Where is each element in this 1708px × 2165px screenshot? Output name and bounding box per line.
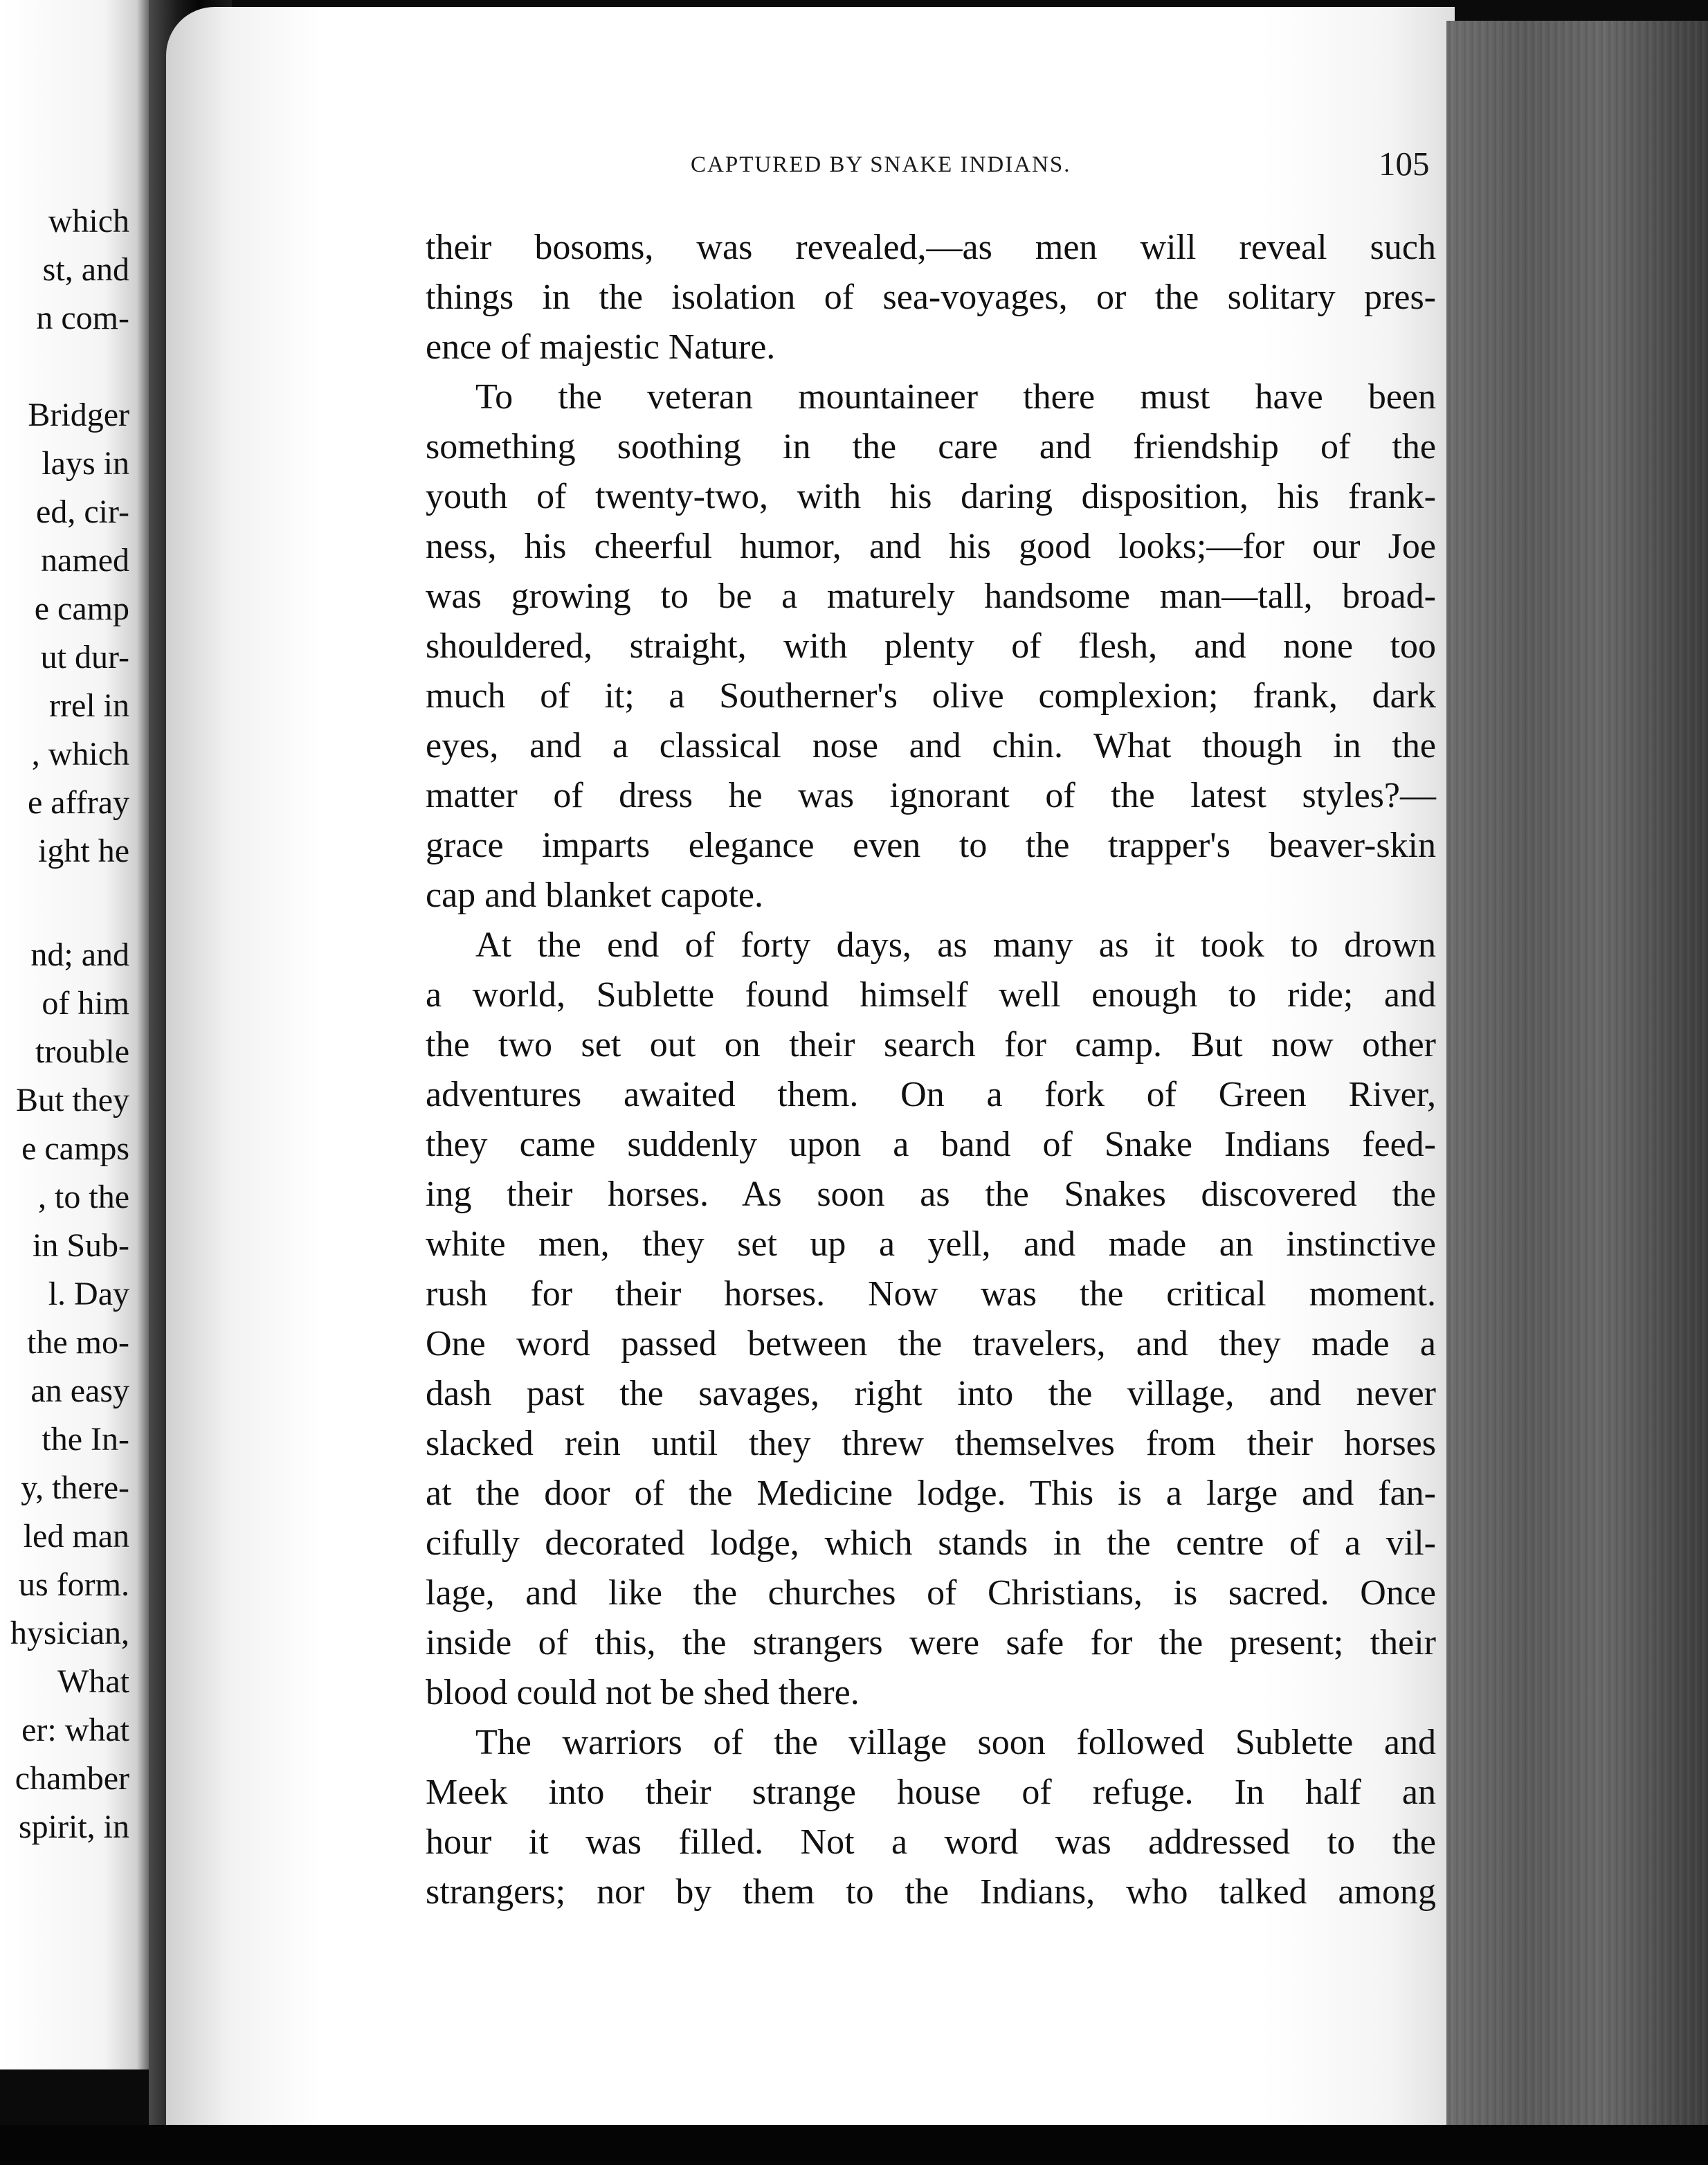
facing-page-line: What <box>57 1663 129 1700</box>
text-line: grace imparts elegance even to the trapper's beaver-skin <box>426 826 1436 865</box>
text-line: cap and blanket capote. <box>426 876 763 915</box>
book-fore-edge <box>1446 21 1708 2139</box>
facing-page-line: trouble <box>35 1033 129 1070</box>
text-line: adventures awaited them. On a fork of Green River, <box>426 1075 1436 1114</box>
text-line: One word passed between the travelers, and they made a <box>426 1324 1436 1364</box>
facing-page-line: in Sub- <box>32 1227 129 1264</box>
facing-page-line: chamber <box>15 1760 129 1797</box>
text-line: white men, they set up a yell, and made an instinctive <box>426 1224 1436 1264</box>
text-line: much of it; a Southerner's olive complexion; frank, dark <box>426 676 1436 716</box>
text-line: ing their horses. As soon as the Snakes discovered the <box>426 1175 1436 1214</box>
bottom-shadow <box>0 2125 1708 2165</box>
facing-page-line: , to the <box>38 1179 129 1215</box>
text-line: was growing to be a maturely handsome man—tall, broad- <box>426 577 1436 616</box>
text-line: shouldered, straight, with plenty of flesh, and none too <box>426 626 1436 666</box>
text-line: ness, his cheerful humor, and his good looks;—for our Joe <box>426 527 1436 566</box>
facing-page-line: l. Day <box>48 1276 129 1312</box>
paragraph-start-line: To the veteran mountaineer there must have been <box>475 377 1436 417</box>
facing-page-line: , which <box>31 736 129 772</box>
facing-page-line: hysician, <box>10 1615 129 1651</box>
text-line: the two set out on their search for camp. But now other <box>426 1025 1436 1065</box>
text-line: inside of this, the strangers were safe for the present; their <box>426 1623 1436 1663</box>
facing-page-line: us form. <box>19 1566 129 1603</box>
body-text <box>426 223 1436 1917</box>
facing-page-line: st, and <box>42 251 129 288</box>
paragraph-start-line: At the end of forty days, as many as it took to drown <box>475 925 1436 965</box>
facing-page-line: er: what <box>21 1712 129 1748</box>
page-number: 105 <box>1379 145 1430 183</box>
facing-page-line: But they <box>16 1082 129 1118</box>
text-line: cifully decorated lodge, which stands in the centre of a vil- <box>426 1523 1436 1563</box>
facing-page-line: e affray <box>28 784 129 821</box>
facing-page-line: led man <box>23 1518 129 1555</box>
text-line: they came suddenly upon a band of Snake Indians feed- <box>426 1125 1436 1164</box>
text-line: at the door of the Medicine lodge. This is a large and fan- <box>426 1474 1436 1513</box>
facing-page-line: an easy <box>30 1373 129 1409</box>
facing-page-line: y, there- <box>21 1469 129 1506</box>
facing-page-line: e camp <box>34 590 129 627</box>
facing-page-line: the In- <box>42 1421 129 1458</box>
paragraph-start-line: The warriors of the village soon followed Sublette and <box>475 1723 1436 1762</box>
text-line: hour it was filled. Not a word was addressed to the <box>426 1822 1436 1862</box>
text-line: blood could not be shed there. <box>426 1673 860 1712</box>
facing-page-line: nd; and <box>30 936 129 973</box>
facing-page-line: spirit, in <box>18 1809 129 1845</box>
text-line: things in the isolation of sea-voyages, or the solitary pres- <box>426 278 1436 317</box>
text-line: ence of majestic Nature. <box>426 327 776 367</box>
text-line: their bosoms, was revealed,—as men will reveal such <box>426 228 1436 267</box>
facing-page-line: ight he <box>38 833 129 869</box>
text-line: dash past the savages, right into the village, and never <box>426 1374 1436 1413</box>
text-line: lage, and like the churches of Christians, is sacred. Once <box>426 1573 1436 1613</box>
facing-page-line: ed, cir- <box>36 493 129 530</box>
text-line: something soothing in the care and friendship of the <box>426 427 1436 466</box>
facing-page-line: named <box>41 542 129 579</box>
facing-page-line: the mo- <box>27 1324 129 1361</box>
text-line: matter of dress he was ignorant of the latest styles?— <box>426 776 1436 815</box>
facing-page-line: ut dur- <box>40 639 129 676</box>
text-line: strangers; nor by them to the Indians, who talked among <box>426 1872 1436 1912</box>
facing-page-line: Bridger <box>28 397 129 433</box>
main-page <box>166 7 1455 2139</box>
running-head: CAPTURED BY SNAKE INDIANS. <box>691 152 1071 177</box>
text-line: eyes, and a classical nose and chin. What though in the <box>426 726 1436 766</box>
text-line: rush for their horses. Now was the critical moment. <box>426 1274 1436 1314</box>
facing-page-line: of him <box>42 985 129 1022</box>
facing-page-line: e camps <box>21 1130 129 1167</box>
facing-page-line: lays in <box>42 445 129 482</box>
text-line: a world, Sublette found himself well enough to ride; and <box>426 975 1436 1015</box>
facing-page-line: which <box>48 203 129 239</box>
facing-page-fragment <box>0 0 149 2069</box>
text-line: youth of twenty-two, with his daring disposition, his frank- <box>426 477 1436 516</box>
text-line: slacked rein until they threw themselves from their horses <box>426 1424 1436 1463</box>
text-line: Meek into their strange house of refuge. In half an <box>426 1773 1436 1812</box>
facing-page-line: n com- <box>36 300 129 336</box>
facing-page-line: rrel in <box>49 687 129 724</box>
